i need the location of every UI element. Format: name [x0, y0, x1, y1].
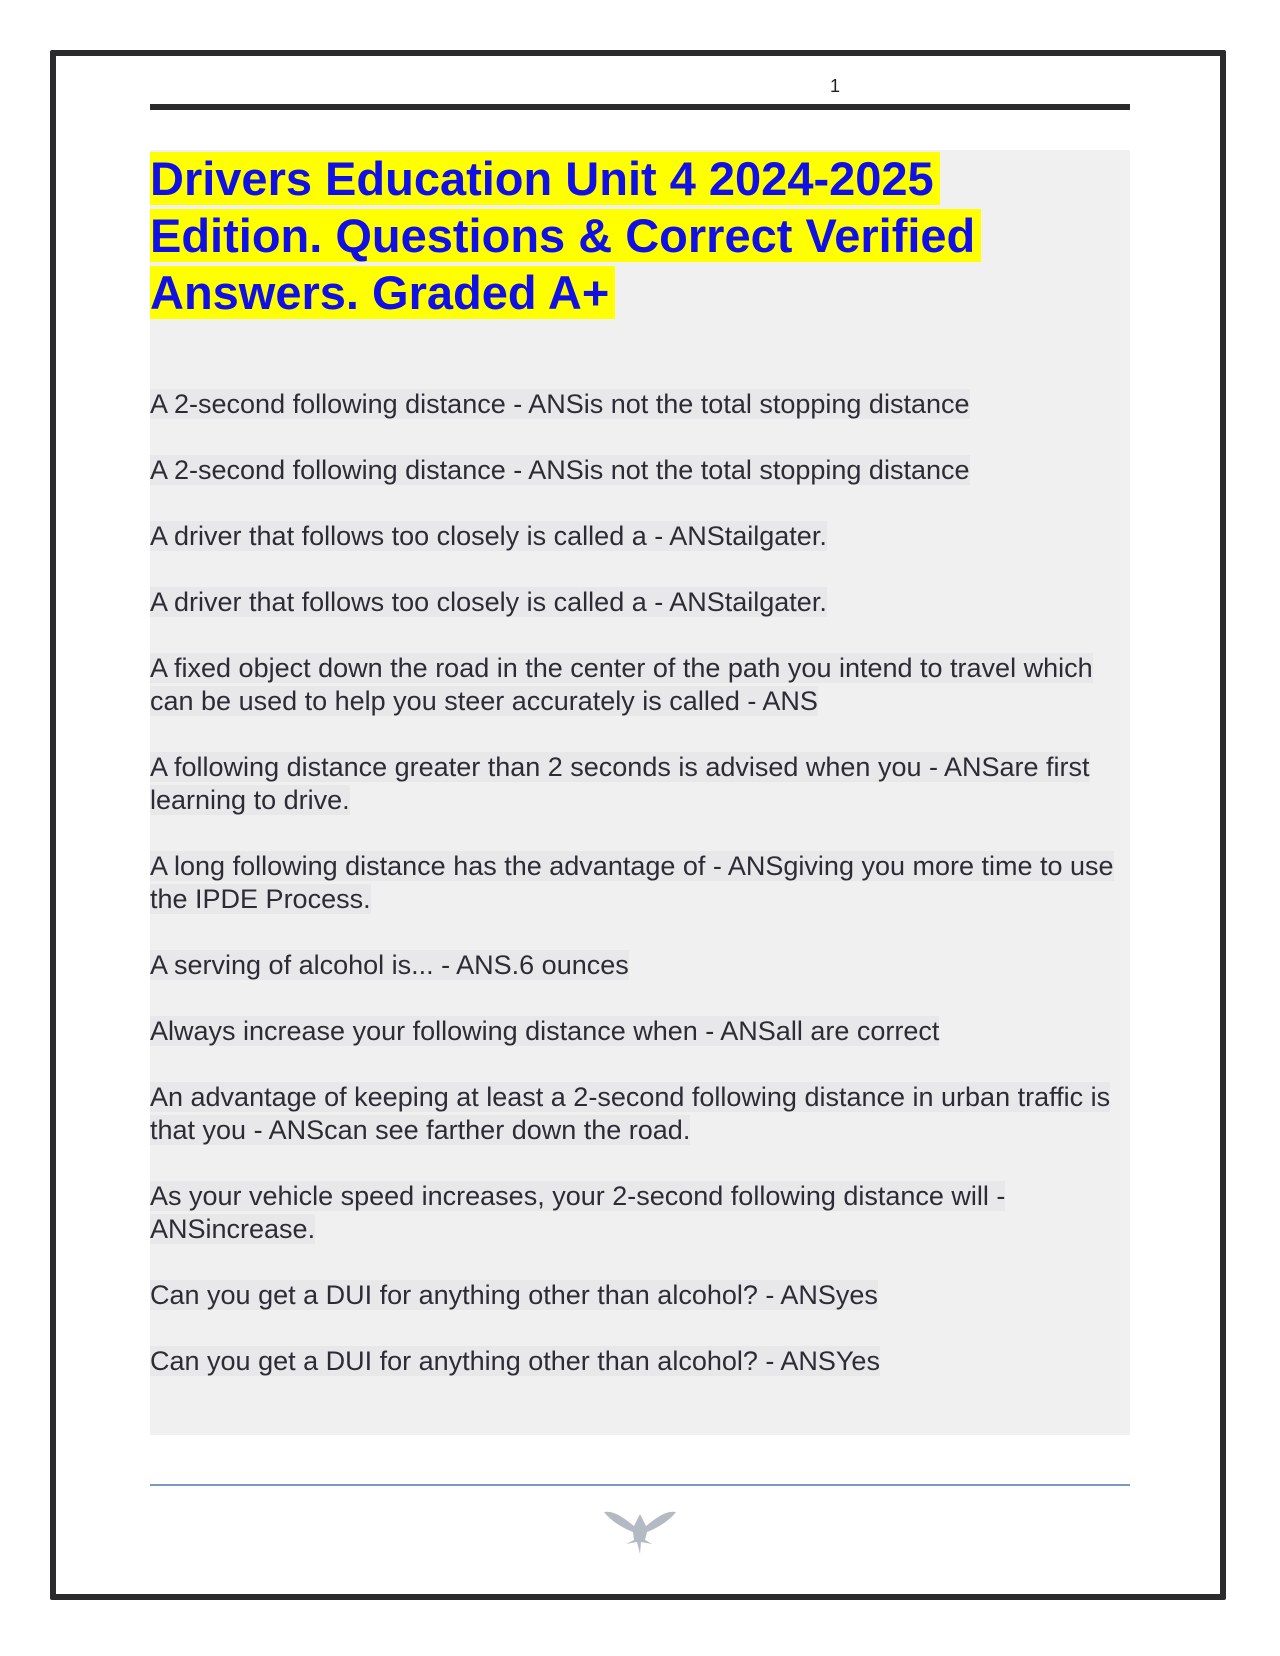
qa-text: As your vehicle speed increases, your 2-second following distance will - ANSincrease. — [150, 1181, 1006, 1244]
qa-text: An advantage of keeping at least a 2-second following distance in urban traffic is that you - ANScan see farther down the road. — [150, 1082, 1111, 1145]
document-content — [150, 150, 1130, 1435]
qa-text: Can you get a DUI for anything other than alcohol? - ANSyes — [150, 1280, 878, 1310]
qa-item — [150, 388, 1130, 421]
title-line-1: Drivers Education Unit 4 2024-2025 — [150, 152, 940, 205]
qa-list — [150, 388, 1130, 1411]
qa-item — [150, 850, 1130, 916]
qa-text: A 2-second following distance - ANSis not the total stopping distance — [150, 389, 970, 419]
qa-item — [150, 454, 1130, 487]
title-line-3: Answers. Graded A+ — [150, 266, 615, 319]
qa-text: Can you get a DUI for anything other than alcohol? - ANSYes — [150, 1346, 880, 1376]
qa-text: A driver that follows too closely is called a - ANStailgater. — [150, 587, 827, 617]
page-number: 1 — [829, 76, 840, 96]
qa-text: A long following distance has the advantage of - ANSgiving you more time to use the IPDE Process. — [150, 851, 1114, 914]
qa-text: A 2-second following distance - ANSis not the total stopping distance — [150, 455, 970, 485]
bird-logo-icon — [600, 1500, 680, 1556]
qa-item — [150, 1345, 1130, 1378]
qa-item — [150, 586, 1130, 619]
qa-item — [150, 1180, 1130, 1246]
qa-text: A fixed object down the road in the center of the path you intend to travel which can be used to help you steer accurately is called - ANS — [150, 653, 1093, 716]
footer-rule — [150, 1484, 1130, 1486]
qa-text: A following distance greater than 2 seconds is advised when you - ANSare first learning to drive. — [150, 752, 1090, 815]
qa-text: Always increase your following distance when - ANSall are correct — [150, 1016, 940, 1046]
qa-item — [150, 1015, 1130, 1048]
qa-item — [150, 751, 1130, 817]
document-title — [150, 150, 1130, 321]
qa-item — [150, 652, 1130, 718]
qa-item — [150, 1081, 1130, 1147]
qa-text: A driver that follows too closely is called a - ANStailgater. — [150, 521, 827, 551]
header-rule — [150, 104, 1130, 110]
qa-item — [150, 949, 1130, 982]
title-line-2: Edition. Questions & Correct Verified — [150, 209, 981, 262]
qa-text: A serving of alcohol is... - ANS.6 ounces — [150, 950, 629, 980]
qa-item — [150, 520, 1130, 553]
qa-item — [150, 1279, 1130, 1312]
